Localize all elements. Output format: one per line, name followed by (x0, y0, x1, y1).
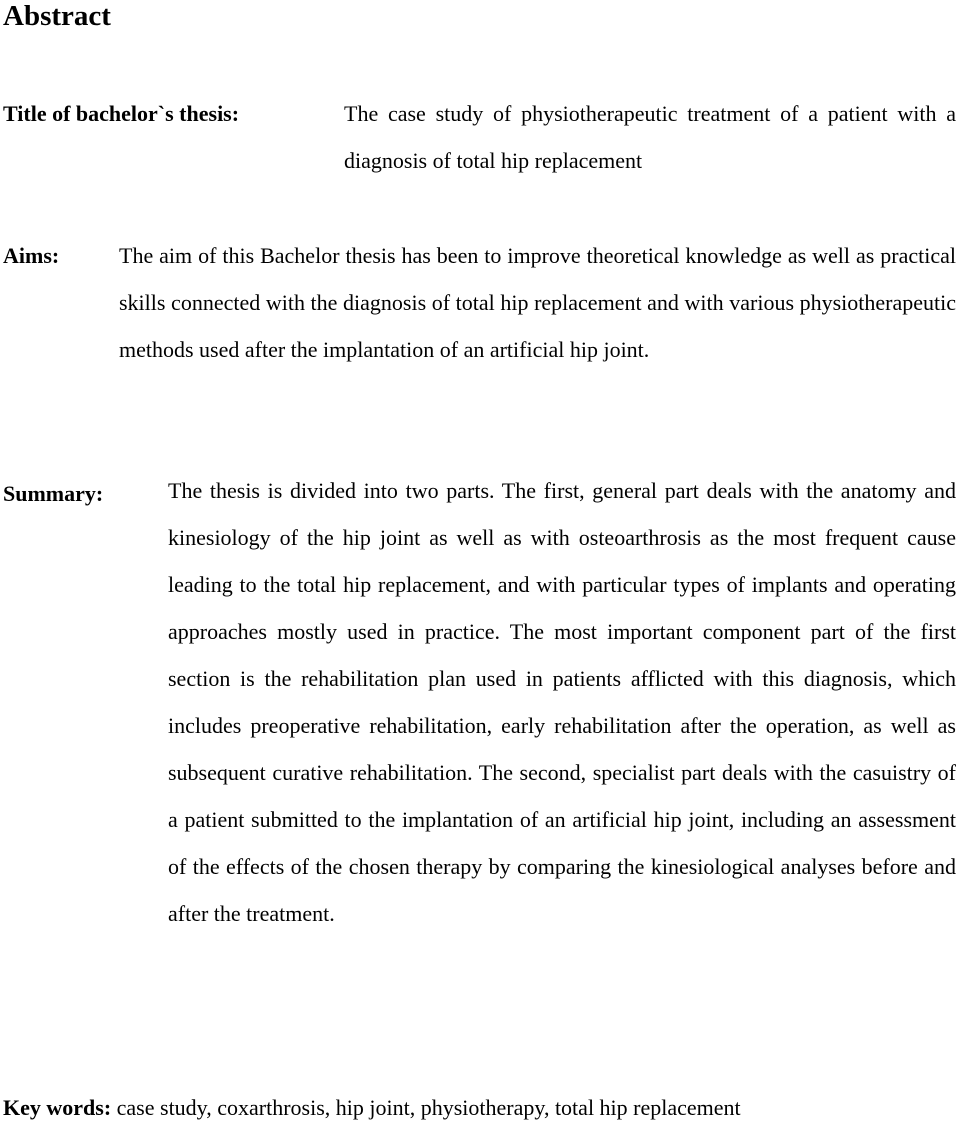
keywords-text: case study, coxarthrosis, hip joint, physiotherapy, total hip replacement (116, 1095, 741, 1120)
summary-label: Summary: (3, 481, 104, 506)
aims-label: Aims: (3, 243, 60, 268)
aims-text: The aim of this Bachelor thesis has been to improve theoretical knowledge as well as practical skills connected with the diagnosis of total hip replacement and with various physiotherapeutic methods used after the implantation of an artificial hip joint. (119, 243, 956, 362)
keywords-line (3, 1084, 741, 1131)
thesis-title-text: The case study of physiotherapeutic treatment of a patient with a diagnosis of total hip replacement (344, 101, 956, 173)
page-title: Abstract (3, 0, 111, 32)
keywords-label: Key words: (3, 1095, 112, 1120)
thesis-title-label: Title of bachelor`s thesis: (3, 101, 240, 126)
summary-text: The thesis is divided into two parts. The first, general part deals with the anatomy and kinesiology of the hip joint as well as with osteoarthrosis as the most frequent cause leading to the total hip replacement, and with particular types of implants and operating approaches mostly used in practice. The most important component part of the first section is the rehabilitation plan used in patients afflicted with this diagnosis, which includes preoperative rehabilitation, early rehabilitation after the operation, as well as subsequent curative rehabilitation. The second, specialist part deals with the casuistry of a patient submitted to the implantation of an artificial hip joint, including an assessment of the effects of the chosen therapy by comparing the kinesiological analyses before and after the treatment. (168, 478, 956, 926)
